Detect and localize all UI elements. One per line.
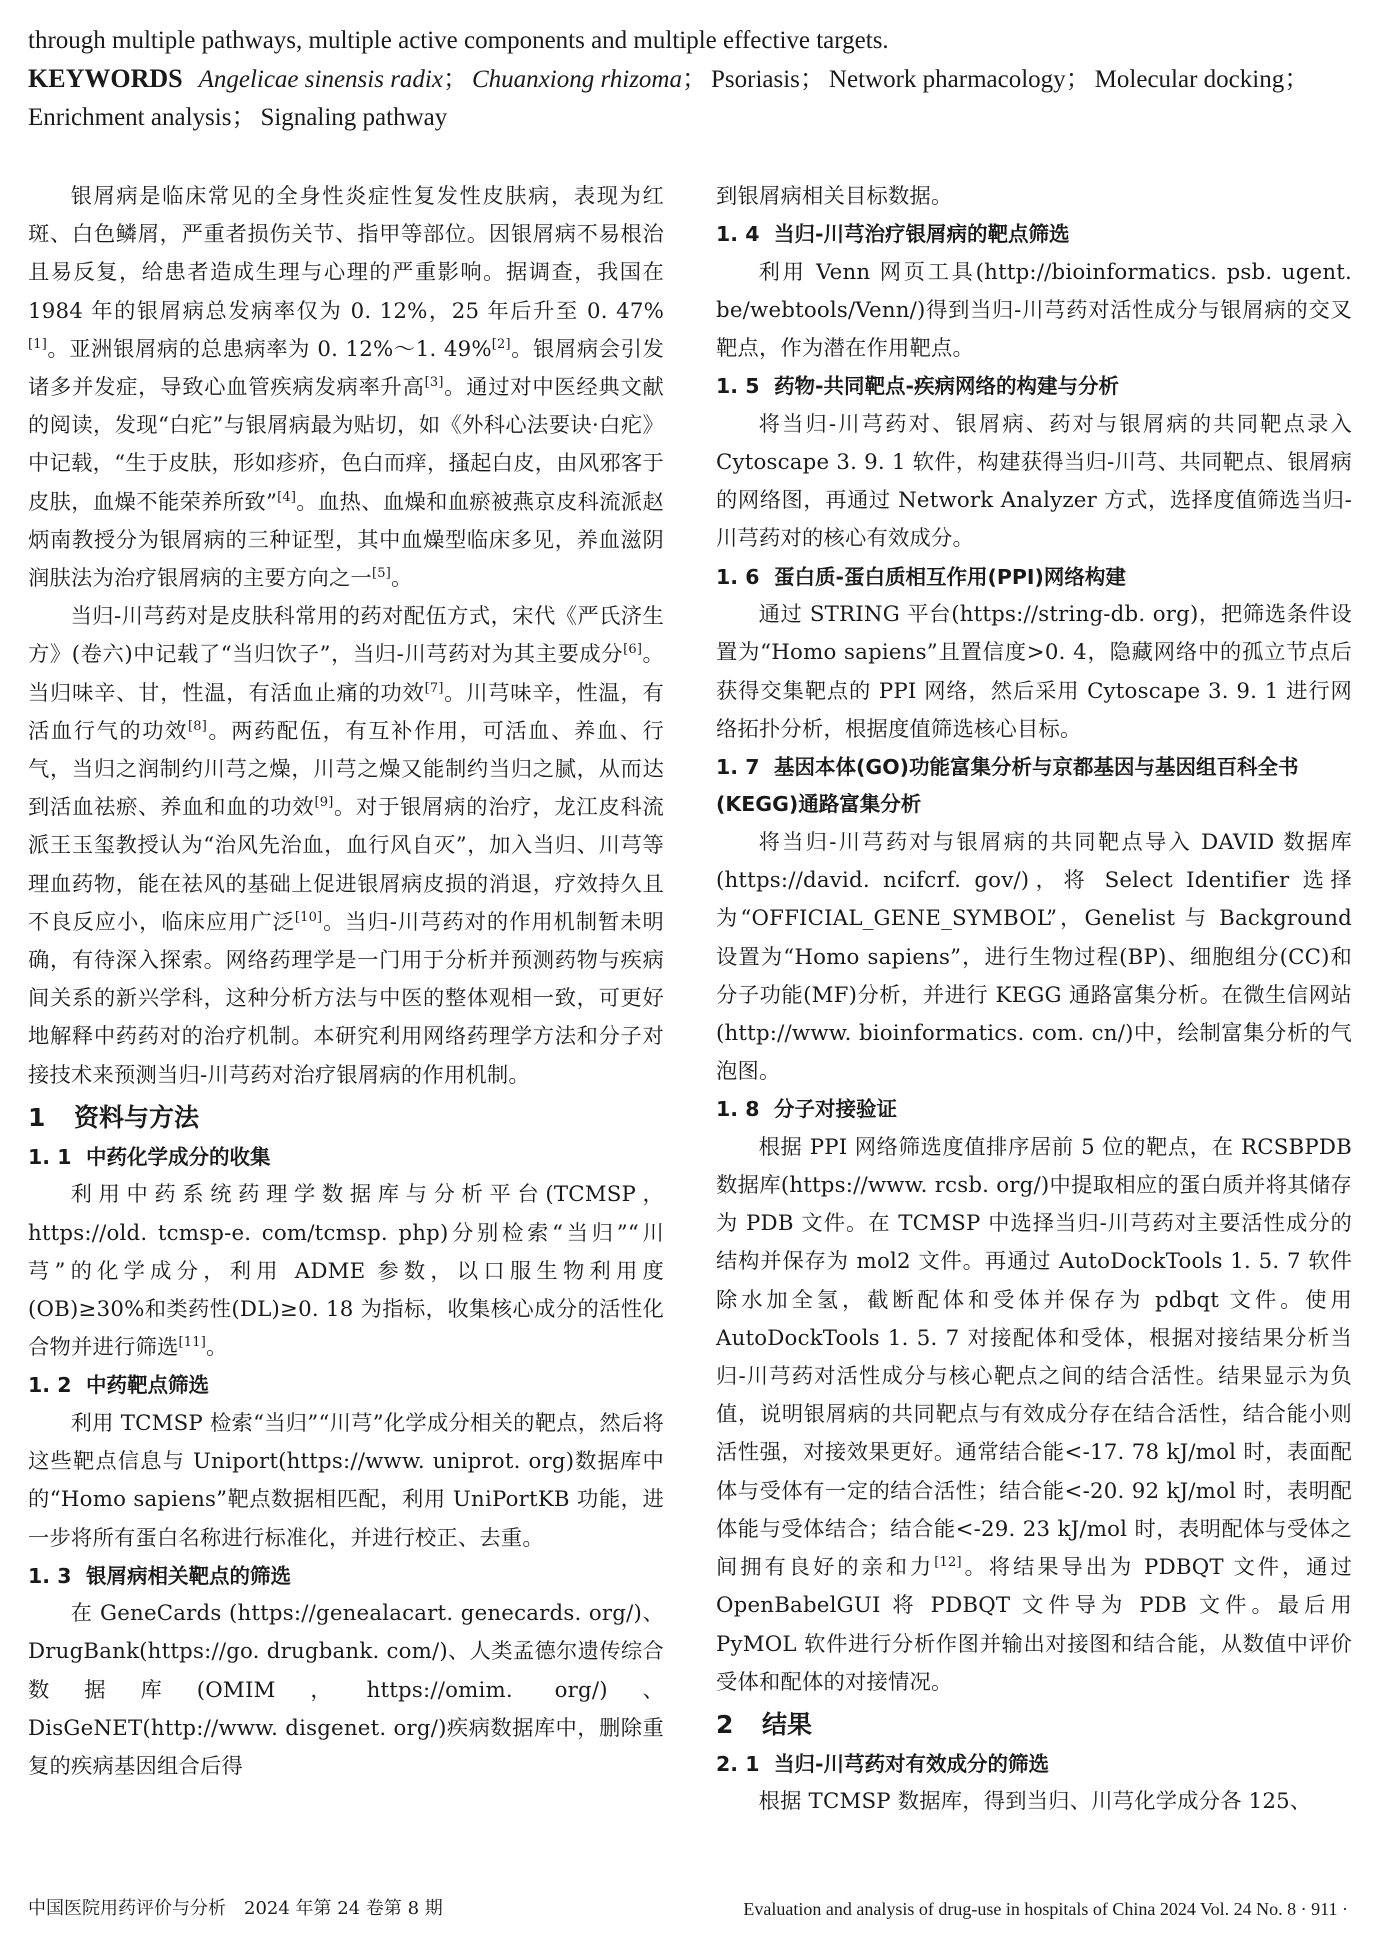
keyword-separator: ；: [1065, 66, 1091, 93]
keyword: Network pharmacology: [828, 66, 1066, 93]
abstract-last-line: through multiple pathways, multiple active components and multiple effective targets.: [28, 27, 889, 54]
subsection-1-4-text: 利用 Venn 网页工具(http://bioinformatics. psb. ugent. be/webtools/Venn/)得到当归-川芎药对活性成分与银屑病的交叉靶点，作为潜在作用靶点。: [716, 259, 1352, 362]
subsection-heading-2-1: 2. 1 当归-川芎药对有效成分的筛选: [716, 1751, 1050, 1776]
subsection-heading-1-2: 1. 2 中药靶点筛选: [28, 1373, 209, 1398]
right-column: [716, 178, 1352, 1822]
keyword-separator: ；: [231, 104, 257, 131]
subsection-1-1-text: 利用中药系统药理学数据库与分析平台(TCMSP，https://old. tcmsp-e. com/tcmsp. php)分别检索“当归”“川芎”的化学成分，利用 ADME 参数，以口服生物利用度(OB)≥30%和类药性(DL)≥0. 18 为指标，收集核心成分的活性化合物并进行筛选[11]。: [28, 1182, 664, 1361]
footer-journal-cn: 中国医院用药评价与分析 2024 年第 24 卷第 8 期: [28, 1898, 443, 1919]
subsection-1-5-text: 将当归-川芎药对、银屑病、药对与银屑病的共同靶点录入 Cytoscape 3. 9. 1 软件，构建获得当归-川芎、共同靶点、银屑病的网络图，再通过 Network Analyzer 方式，选择度值筛选当归-川芎药对的核心有效成分。: [716, 411, 1352, 552]
continued-text: 到银屑病相关目标数据。: [716, 184, 953, 209]
abstract-tail: [28, 22, 1348, 137]
left-column: [28, 178, 664, 1786]
keywords-label: KEYWORDS: [28, 64, 183, 93]
intro-paragraph-1: 银屑病是临床常见的全身性炎症性复发性皮肤病，表现为红斑、白色鳞屑，严重者损伤关节、指甲等部位。因银屑病不易根治且易反复，给患者造成生理与心理的严重影响。据调查，我国在 1984 年的银屑病总发病率仅为 0. 12%，25 年后升至 0. 47%[1]。亚洲银屑病的总患病率为 0. 12%～1. 49%[2]。银屑病会引发诸多并发症，导致心血管疾病发病率升高[3]。通过对中医经典文献的阅读，发现“白疕”与银屑病最为贴切，如《外科心法要诀·白疕》中记载，“生于皮肤，形如疹疥，色白而痒，搔起白皮，由风邪客于皮肤，血燥不能荣养所致”[4]。血热、血燥和血瘀被燕京皮科流派赵炳南教授分为银屑病的三种证型，其中血燥型临床多见，养血滋阴润肤法为治疗银屑病的主要方向之一[5]。: [28, 184, 664, 592]
subsection-heading-1-4: 1. 4 当归-川芎治疗银屑病的靶点筛选: [716, 222, 1070, 247]
keyword: Angelicae sinensis radix: [198, 66, 443, 93]
subsection-heading-1-8: 1. 8 分子对接验证: [716, 1097, 897, 1122]
keyword: Enrichment analysis: [28, 104, 232, 131]
keyword-separator: ；: [442, 66, 468, 93]
keyword: Molecular docking: [1094, 66, 1285, 93]
keyword-separator: ；: [681, 66, 707, 93]
footer-journal-en: Evaluation and analysis of drug-use in hospitals of China 2024 Vol. 24 No. 8 · 911 ·: [743, 1899, 1348, 1919]
subsection-1-2-text: 利用 TCMSP 检索“当归”“川芎”化学成分相关的靶点，然后将这些靶点信息与 Uniport(https://www. uniprot. org)数据库中的“Homo sapiens”靶点数据相匹配，利用 UniPortKB 功能，进一步将所有蛋白名称进行标准化，并进行校正、去重。: [28, 1410, 664, 1551]
intro-paragraph-2: 当归-川芎药对是皮肤科常用的药对配伍方式，宋代《严氏济生方》(卷六)中记载了“当归饮子”，当归-川芎药对为其主要成分[6]。当归味辛、甘，性温，有活血止痛的功效[7]。川芎味辛，性温，有活血行气的功效[8]。两药配伍，有互补作用，可活血、养血、行气，当归之润制约川芎之燥，川芎之燥又能制约当归之腻，从而达到活血祛瘀、养血和血的功效[9]。对于银屑病的治疗，龙江皮科流派王玉玺教授认为“治风先治血，血行风自灭”，加入当归、川芎等理血药物，能在祛风的基础上促进银屑病皮损的消退，疗效持久且不良反应小，临床应用广泛[10]。当归-川芎药对的作用机制暂未明确，有待深入探索。网络药理学是一门用于分析并预测药物与疾病间关系的新兴学科，这种分析方法与中医的整体观相一致，可更好地解释中药药对的治疗机制。本研究利用网络药理学方法和分子对接技术来预测当归-川芎药对治疗银屑病的作用机制。: [28, 604, 665, 1088]
subsection-heading-1-3: 1. 3 银屑病相关靶点的筛选: [28, 1563, 291, 1588]
subsection-heading-1-5: 1. 5 药物-共同靶点-疾病网络的构建与分析: [716, 374, 1120, 399]
keywords-line: [28, 60, 1348, 137]
page-footer: [28, 1892, 1348, 1926]
subsection-1-3-text: 在 GeneCards (https://genealacart. genecards. org/)、DrugBank(https://go. drugbank. com/)、人类孟德尔遗传综合数据库(OMIM，https://omim. org/)、DisGeNET(http://www. disgenet. org/)疾病数据库中，删除重复的疾病基因组合后得: [28, 1601, 664, 1780]
keyword: Chuanxiong rhizoma: [472, 66, 682, 93]
subsection-heading-1-6: 1. 6 蛋白质-蛋白质相互作用(PPI)网络构建: [716, 564, 1126, 589]
keyword: Psoriasis: [711, 66, 800, 93]
subsection-1-8-text: 根据 PPI 网络筛选度值排序居前 5 位的靶点，在 RCSBPDB 数据库(https://www. rcsb. org/)中提取相应的蛋白质并将其储存为 PDB 文件。在 TCMSP 中选择当归-川芎药对主要活性成分的结构并保存为 mol2 文件。再通过 AutoDockTools 1. 5. 7 软件除水加全氢，截断配体和受体并保存为 pdbqt 文件。使用 AutoDockTools 1. 5. 7 对接配体和受体，根据对接结果分析当归-川芎药对活性成分与核心靶点之间的结合活性。结果显示为负值，说明银屑病的共同靶点与有效成分存在结合活性，结合能小则活性强，对接效果更好。通常结合能<-17. 78 kJ/mol 时，表面配体与受体有一定的结合活性；结合能<-20. 92 kJ/mol 时，表明配体能与受体结合；结合能<-29. 23 kJ/mol 时，表明配体与受体之间拥有良好的亲和力[12]。将结果导出为 PDBQT 文件，通过 OpenBabelGUI 将 PDBQT 文件导为 PDB 文件。最后用 PyMOL 软件进行分析作图并输出对接图和结合能，从数值中评价受体和配体的对接情况。: [716, 1134, 1352, 1695]
keyword-separator: ；: [1284, 66, 1310, 93]
subsection-1-6-text: 通过 STRING 平台(https://string-db. org)，把筛选条件设置为“Homo sapiens”且置信度>0. 4，隐藏网络中的孤立节点后获得交集靶点的 PPI 网络，然后采用 Cytoscape 3. 9. 1 进行网络拓扑分析，根据度值筛选核心目标。: [716, 602, 1352, 742]
keyword: Signaling pathway: [260, 104, 448, 131]
subsection-1-7-text: 将当归-川芎药对与银屑病的共同靶点导入 DAVID 数据库(https://david. ncifcrf. gov/)，将 Select Identifier 选择为“OFFICIAL_GENE_SYMBOL”，Genelist 与 Background 设置为“Homo sapiens”，进行生物过程(BP)、细胞组分(CC)和分子功能(MF)分析，并进行 KEGG 通路富集分析。在微生信网站(http://www. bioinformatics. com. cn/)中，绘制富集分析的气泡图。: [716, 829, 1352, 1085]
subsection-heading-1-7: 1. 7 基因本体(GO)功能富集分析与京都基因与基因组百科全书(KEGG)通路富集分析: [716, 754, 1299, 817]
keywords-list: [28, 66, 1313, 131]
subsection-heading-1-1: 1. 1 中药化学成分的收集: [28, 1144, 271, 1169]
subsection-2-1-text: 根据 TCMSP 数据库，得到当归、川芎化学成分各 125、: [758, 1789, 1312, 1815]
section-heading-2: 2 结果: [716, 1709, 813, 1739]
section-heading-1: 1 资料与方法: [28, 1102, 200, 1132]
keyword-separator: ；: [799, 66, 825, 93]
